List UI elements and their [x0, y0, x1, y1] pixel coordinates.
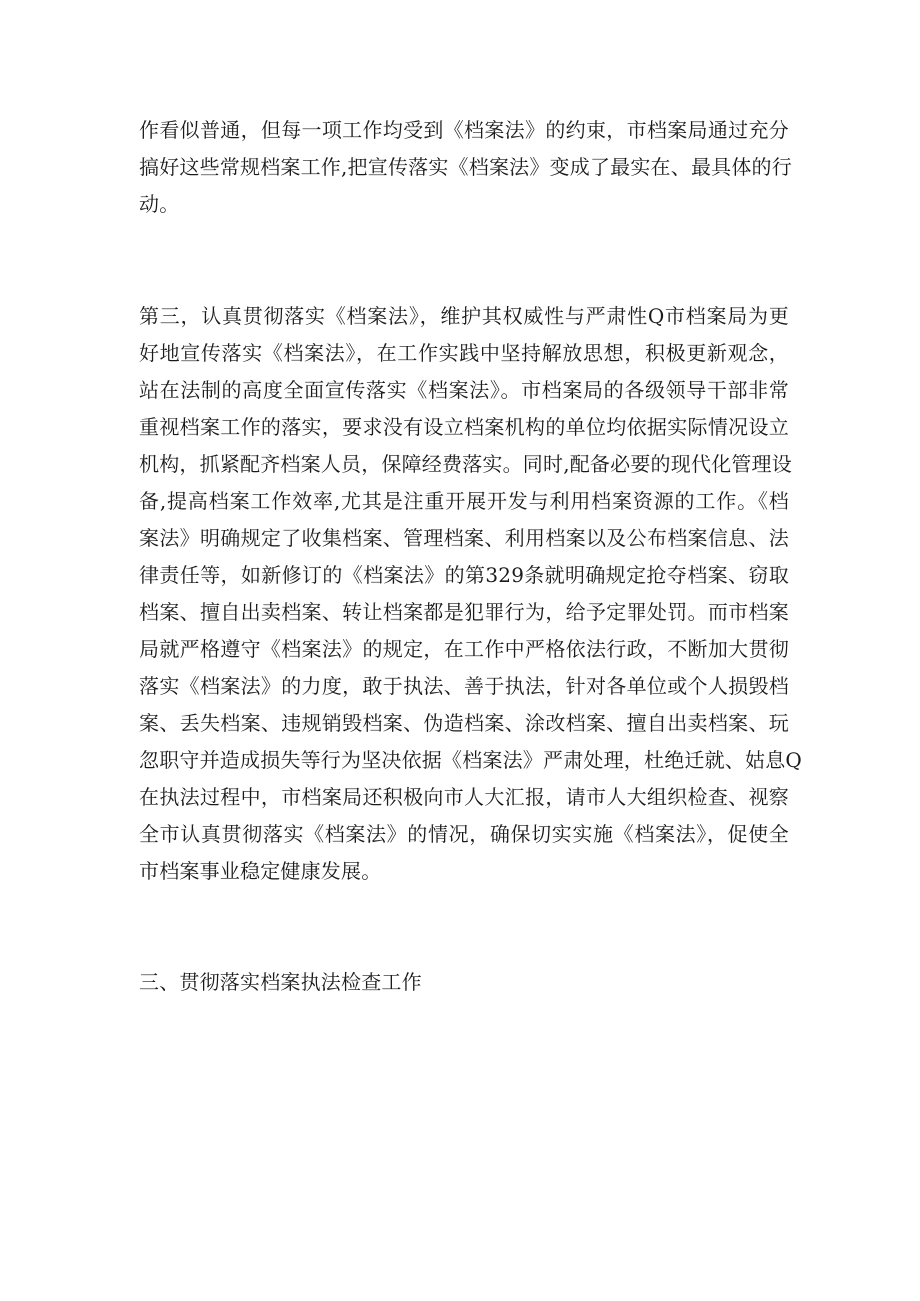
text-line: 市档案事业稳定健康发展。: [139, 859, 382, 883]
text-line: 案、丢失档案、违规销毁档案、伪造档案、涂改档案、擅自出卖档案、玩: [139, 711, 789, 735]
paragraph-spacer: [139, 223, 789, 298]
text-line: 第三，认真贯彻落实《档案法》，维护其权威性与严肃性Q市档案局为更: [139, 304, 789, 328]
text-line: 全市认真贯彻落实《档案法》的情况，确保切实实施《档案法》，促使全: [139, 822, 789, 846]
text-line: 备,提高档案工作效率,尤其是注重开展开发与利用档案资源的工作。《档: [139, 489, 789, 513]
section-heading: [139, 964, 789, 1001]
paragraph-1: [139, 112, 792, 223]
text-line: 动。: [139, 192, 180, 216]
document-page: [139, 112, 802, 1001]
text-line: 好地宣传落实《档案法》，在工作实践中坚持解放思想，积极更新观念，: [139, 341, 789, 365]
text-line: 律责任等，如新修订的《档案法》的第329条就明确规定抢夺档案、窃取: [139, 563, 789, 587]
text-line: 落实《档案法》的力度，敢于执法、善于执法，针对各单位或个人损毁档: [139, 674, 789, 698]
text-line: 机构，抓紧配齐档案人员，保障经费落实。同时,配备必要的现代化管理设: [139, 452, 792, 476]
paragraph-2: [139, 298, 802, 890]
heading-line: 三、贯彻落实档案执法检查工作: [139, 970, 422, 994]
text-line: 搞好这些常规档案工作,把宣传落实《档案法》变成了最实在、最具体的行: [139, 155, 792, 179]
text-line: 案法》明确规定了收集档案、管理档案、利用档案以及公布档案信息、法: [139, 526, 789, 550]
text-line: 在执法过程中，市档案局还积极向市人大汇报，请市人大组织检查、视察: [139, 785, 789, 809]
text-line: 局就严格遵守《档案法》的规定，在工作中严格依法行政，不断加大贯彻: [139, 637, 789, 661]
paragraph-spacer: [139, 890, 789, 964]
text-line: 站在法制的高度全面宣传落实《档案法》。市档案局的各级领导干部非常: [139, 378, 789, 402]
text-line: 重视档案工作的落实，要求没有设立档案机构的单位均依据实际情况设立: [139, 415, 789, 439]
text-line: 忽职守并造成损失等行为坚决依据《档案法》严肃处理，杜绝迁就、姑息Q: [139, 748, 802, 772]
text-line: 作看似普通，但每一项工作均受到《档案法》的约束，市档案局通过充分: [139, 118, 789, 142]
text-line: 档案、擅自出卖档案、转让档案都是犯罪行为，给予定罪处罚。而市档案: [139, 600, 789, 624]
